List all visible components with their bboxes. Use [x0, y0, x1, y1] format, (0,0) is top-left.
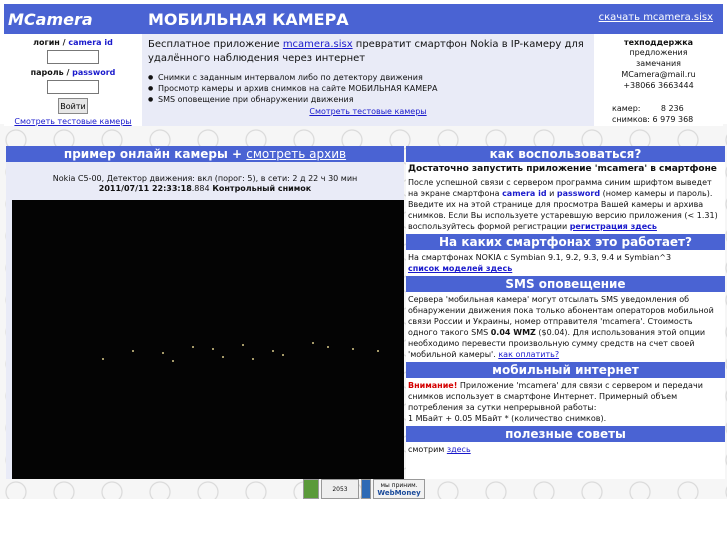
camera-info	[6, 174, 404, 194]
light-point	[272, 350, 274, 352]
light-point	[132, 350, 134, 352]
shots-count	[612, 115, 693, 124]
how-pass: password	[556, 189, 601, 198]
desc-text-before: Бесплатное приложение	[148, 39, 283, 50]
test-cameras-link-2[interactable]: Смотреть тестовые камеры	[309, 107, 427, 116]
login-panel	[4, 34, 142, 126]
how-to-heading: Достаточно запустить приложение 'mcamera' в смартфоне	[408, 164, 717, 174]
camera-ms: .884	[191, 184, 210, 193]
login-input[interactable]	[47, 50, 99, 64]
phones-bar: На каких смартфонах это работает?	[406, 234, 725, 250]
counter-badge[interactable]: 2053	[321, 479, 359, 499]
camera-date: 2011/07/11 22:33:18	[98, 184, 192, 193]
sms-section	[406, 292, 725, 362]
light-point	[352, 348, 354, 350]
shots-label: снимков:	[612, 115, 650, 124]
warning-label: Внимание!	[408, 381, 458, 390]
passport-icon[interactable]	[361, 479, 371, 499]
camera-shot-label: Контрольный снимок	[209, 184, 312, 193]
tips-text: смотрим	[408, 445, 447, 454]
how-to-section	[406, 162, 725, 234]
light-point	[222, 356, 224, 358]
camera-id-link[interactable]: camera id	[68, 38, 113, 47]
light-point	[172, 360, 174, 362]
support-phone: +38066 3663444	[623, 81, 694, 90]
how-camid: camera id	[502, 189, 547, 198]
password-input[interactable]	[47, 80, 99, 94]
feature-item: ● SMS оповещение при обнаружении движения	[148, 94, 588, 105]
camera-snapshot-image[interactable]	[12, 200, 404, 479]
footer-badges	[303, 479, 425, 499]
registration-link[interactable]: регистрация здесь	[569, 222, 657, 231]
tips-bar: полезные советы	[406, 426, 725, 442]
light-point	[312, 342, 314, 344]
feature-item: ● Просмотр камеры и архив снимков на сайте МОБИЛЬНАЯ КАМЕРА	[148, 83, 588, 94]
feature-list	[148, 72, 588, 105]
password-label-row	[4, 68, 142, 77]
internet-bar: мобильный интернет	[406, 362, 725, 378]
header-bar	[4, 4, 723, 34]
light-point	[242, 344, 244, 346]
archive-link[interactable]: смотреть архив	[246, 147, 347, 161]
support-line: замечания	[636, 59, 681, 68]
login-button[interactable]: Войти	[58, 98, 88, 114]
cameras-label: камер:	[612, 104, 641, 113]
tips-link[interactable]: здесь	[446, 445, 471, 454]
login-label: логин	[33, 38, 60, 47]
support-line: предложения	[629, 48, 688, 57]
internet-section	[406, 378, 725, 426]
sms-text: Сервера 'мобильная камера' могут отсылать SMS уведомления об обнаружении движения пока только абонентам операторов мобильной связи России и Украины, номер отправителя 'mcamera'. Стоимость одного такого SMS	[408, 295, 714, 337]
password-sep: /	[63, 68, 73, 77]
webmoney-badge[interactable]	[373, 479, 425, 499]
counter-graph-icon[interactable]	[303, 479, 319, 499]
phones-section	[406, 250, 725, 276]
page-title: МОБИЛЬНАЯ КАМЕРА	[148, 10, 349, 29]
camera-timestamp-line	[6, 184, 404, 194]
how-text-1: После успешной связи с сервером программа синим шрифтом выведет на экране смартфона	[408, 178, 712, 198]
webmoney-passport-label: мы приним.	[380, 481, 418, 489]
webmoney-label: WebMoney	[377, 488, 421, 497]
light-point	[282, 354, 284, 356]
description-text	[148, 38, 588, 66]
info-column	[406, 146, 725, 479]
light-point	[377, 350, 379, 352]
how-and: и	[546, 189, 557, 198]
tips-section	[406, 442, 725, 457]
support-title: техподдержка	[623, 38, 694, 47]
internet-text: Приложение 'mcamera' для связи с сервером и передачи снимков использует в смартфоне Интернет. Примерный объем потребления за сутки непрерывной работы:	[408, 381, 703, 412]
internet-formula: 1 МБайт + 0.05 МБайт * (количество снимков).	[408, 414, 607, 423]
phones-text: На смартфонах NOKIA с Symbian 9.1, 9.2, 9.3, 9.4 и Symbian^3	[408, 253, 672, 262]
how-to-bar: как воспользоваться?	[406, 146, 725, 162]
site-logo[interactable]: MCamera	[8, 10, 93, 29]
download-link[interactable]: скачать mcamera.sisx	[598, 12, 713, 23]
camera-bar-text: пример онлайн камеры +	[63, 147, 247, 161]
login-label-row	[4, 38, 142, 47]
camera-column	[6, 146, 404, 479]
feature-item: ● Снимки с заданным интервалом либо по детектору движения	[148, 72, 588, 83]
support-email[interactable]: MCamera@mail.ru	[621, 70, 696, 79]
sms-text-2: ($0.04). Для использования этой опции необходимо перевести произвольную сумму средств на счет своей 'мобильной камеры'.	[408, 328, 706, 359]
desc-text-after: превратит смартфон Nokia в IP-камеру для удалённого наблюдения через интернет	[148, 39, 584, 64]
sms-price: 0.04 WMZ	[490, 328, 536, 337]
password-label: пароль	[30, 68, 64, 77]
support-panel	[594, 34, 723, 126]
light-point	[162, 352, 164, 354]
light-point	[252, 358, 254, 360]
camera-bar	[6, 146, 404, 162]
login-sep: /	[59, 38, 69, 47]
sms-bar: SMS оповещение	[406, 276, 725, 292]
password-link[interactable]: password	[72, 68, 116, 77]
light-point	[102, 358, 104, 360]
light-point	[192, 346, 194, 348]
camera-info-line: Nokia C5-00, Детектор движения: вкл (порог: 5), в сети: 2 д 22 ч 30 мин	[52, 174, 358, 183]
how-to-pay-link[interactable]: как оплатить?	[498, 350, 560, 359]
cameras-value: 8 236	[660, 104, 684, 113]
cameras-count	[612, 104, 684, 113]
how-text-2: (номер камеры и пароль). Введите их на этой странице для просмотра Вашей камеры и архива снимков. Если Вы используете устаревшую версию приложения (< 1.31) воспользуйтесь формой регистрации	[408, 189, 718, 231]
shots-value: 6 979 368	[652, 115, 694, 124]
description-panel	[142, 34, 594, 126]
app-link[interactable]: mcamera.sisx	[282, 39, 353, 50]
light-point	[212, 348, 214, 350]
models-link[interactable]: список моделей здесь	[408, 264, 513, 273]
light-point	[327, 346, 329, 348]
test-cameras-link[interactable]: Смотреть тестовые камеры	[14, 117, 132, 126]
